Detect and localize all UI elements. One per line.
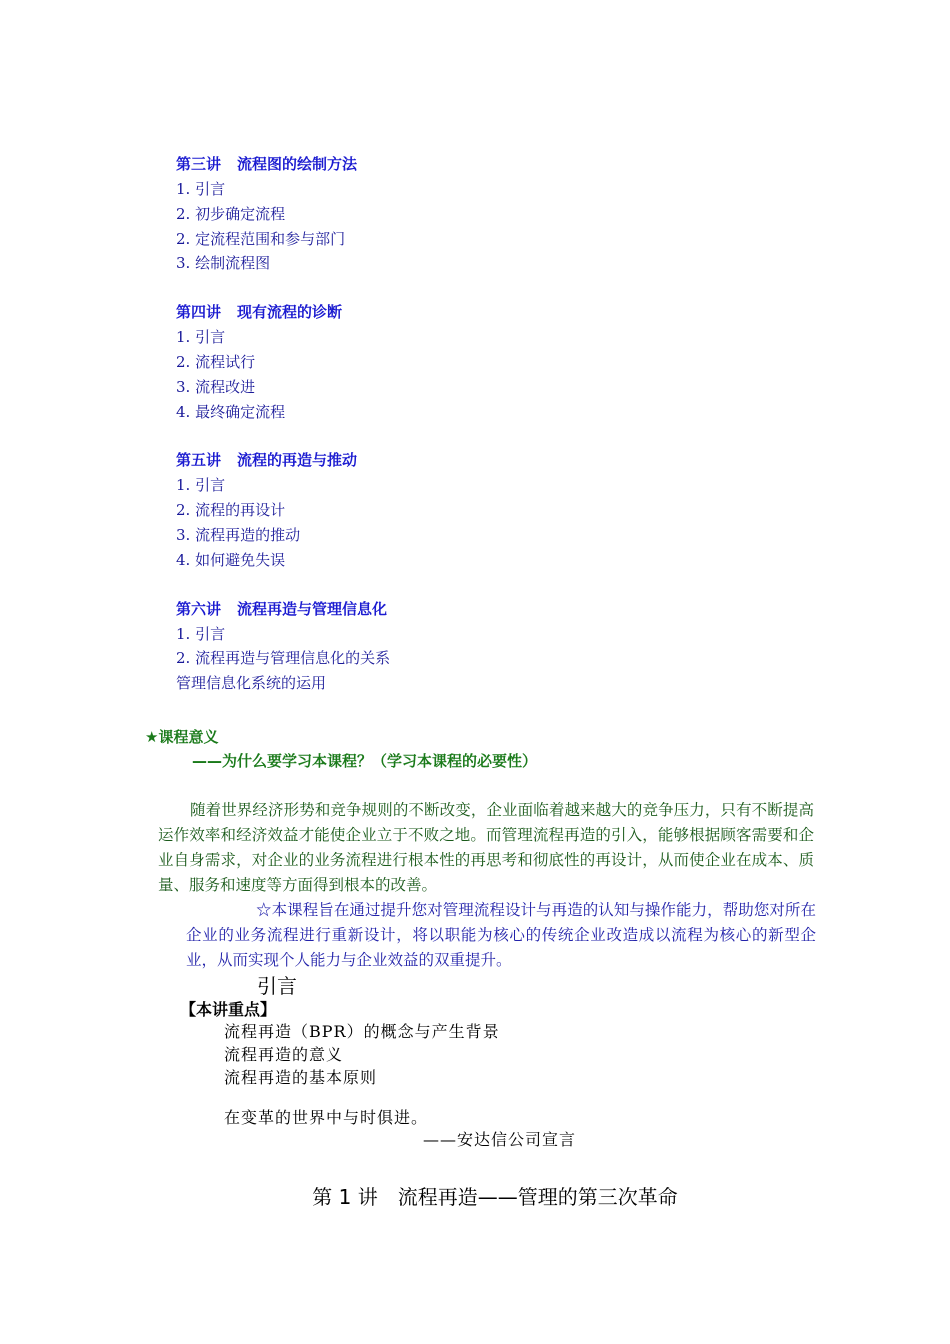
- course-outline: [176, 152, 676, 720]
- list-item: 管理信息化系统的运用: [176, 674, 327, 693]
- list-item: 2. 流程试行: [176, 352, 256, 371]
- lecture-name: 流程图的绘制方法: [237, 155, 358, 173]
- list-item: 1. 引言: [176, 180, 226, 198]
- lecture-number: 第四讲: [176, 303, 222, 322]
- course-meaning-paragraph: 随着世界经济形势和竞争规则的不断改变，企业面临着越来越大的竞争压力，只有不断提高运作效率和经济效益才能使企业立于不败之地。而管理流程再造的引入，能够根据顾客需要和企业自身需求，对企业的业务流程进行根本性的再思考和彻底性的再设计，从而使企业在成本、质量、服务和速度等方面得到根本的改善。: [158, 801, 814, 894]
- lecture-number: 第五讲: [176, 451, 222, 470]
- course-meaning-heading: ★课程意义: [145, 728, 219, 746]
- list-item: 1. 引言: [176, 328, 226, 347]
- lecture-name: 流程的再造与推动: [237, 451, 358, 470]
- lecture-6: [176, 597, 676, 696]
- list-item: 3. 流程再造的推动: [176, 525, 301, 544]
- chapter-title: 第 1 讲 流程再造——管理的第三次革命: [312, 1185, 678, 1209]
- lecture-title: [176, 597, 676, 622]
- key-points-heading: 【本讲重点】: [180, 1000, 277, 1019]
- list-item: 1. 引言: [176, 624, 226, 643]
- list-item: 2. 流程的再设计: [176, 501, 286, 520]
- lecture-number: 第六讲: [176, 599, 222, 618]
- lecture-5: [176, 448, 676, 572]
- lecture-title: [176, 448, 676, 473]
- list-item: 流程再造的基本原则: [224, 1068, 378, 1087]
- lecture-3: [176, 152, 676, 276]
- list-item: 4. 如何避免失误: [176, 550, 286, 569]
- course-meaning-subheading: ——为什么要学习本课程？（学习本课程的必要性）: [192, 752, 538, 770]
- list-item: 3. 绘制流程图: [176, 254, 271, 273]
- list-item: 流程再造（BPR）的概念与产生背景: [224, 1022, 500, 1041]
- lecture-name: 流程再造与管理信息化: [237, 599, 388, 618]
- quote-source: ——安达信公司宣言: [423, 1130, 577, 1149]
- list-item: 4. 最终确定流程: [176, 402, 286, 421]
- list-item: 2. 定流程范围和参与部门: [176, 229, 346, 248]
- lecture-title: [176, 300, 676, 325]
- list-item: 1. 引言: [176, 476, 226, 495]
- course-aim-text: ☆本课程旨在通过提升您对管理流程设计与再造的认知与操作能力，帮助您对所在企业的业务流程进行重新设计，将以职能为核心的传统企业改造成以流程为核心的新型企业，从而实现个人能力与企业效益的双重提升。: [186, 901, 816, 969]
- lecture-number: 第三讲: [176, 155, 222, 173]
- lecture-title: [176, 152, 676, 177]
- list-item: 3. 流程改进: [176, 377, 256, 396]
- lecture-4: [176, 300, 676, 424]
- list-item: 流程再造的意义: [224, 1045, 344, 1064]
- list-item: 2. 初步确定流程: [176, 204, 286, 223]
- course-aim-paragraph: [186, 898, 816, 973]
- key-points-list: [224, 1020, 500, 1089]
- intro-title: 引言: [257, 974, 297, 998]
- quote-text: 在变革的世界中与时俱进。: [224, 1108, 429, 1127]
- lecture-name: 现有流程的诊断: [237, 303, 343, 322]
- list-item: 2. 流程再造与管理信息化的关系: [176, 649, 391, 668]
